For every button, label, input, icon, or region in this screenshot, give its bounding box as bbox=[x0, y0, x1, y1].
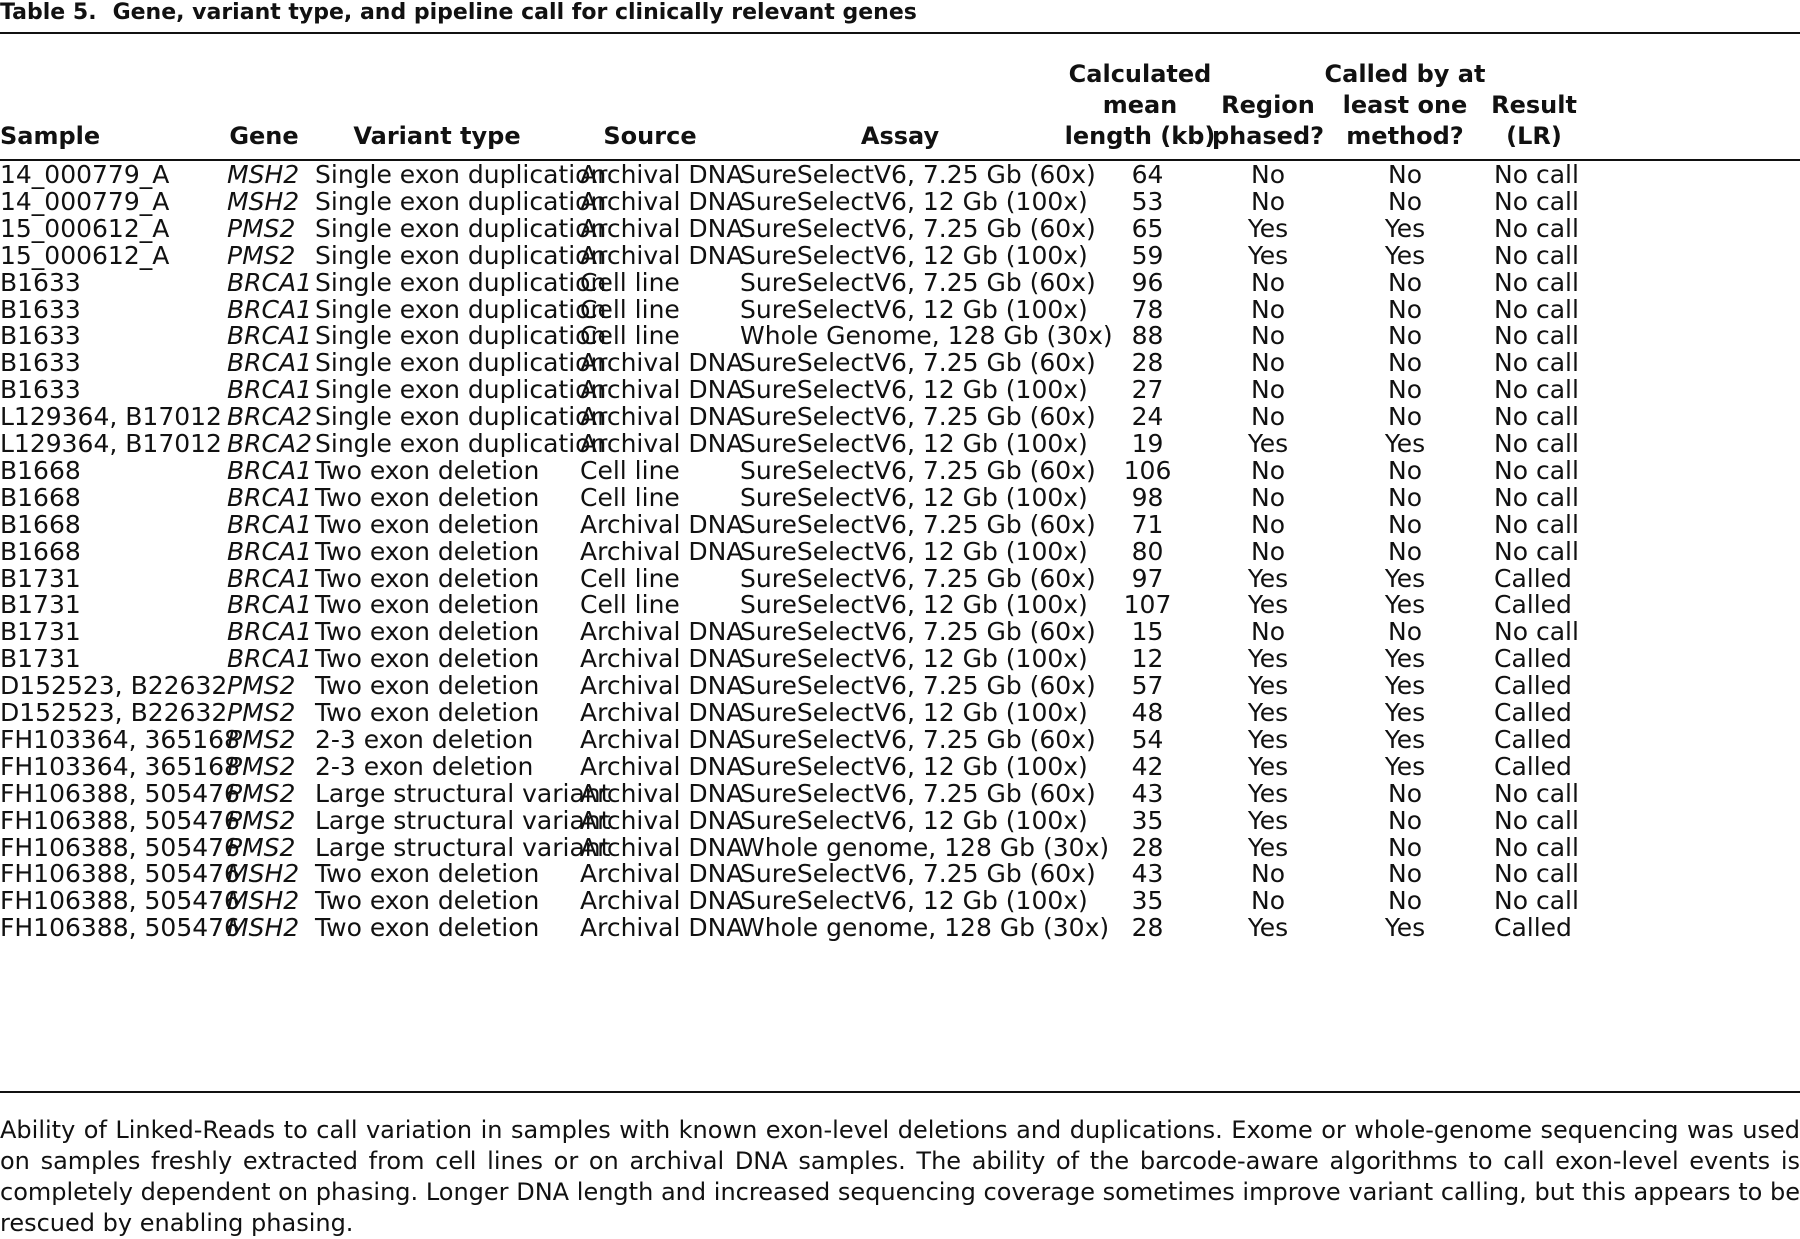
cell-variant: Two exon deletion bbox=[315, 509, 540, 539]
cell-gene: BRCA2 bbox=[227, 429, 312, 458]
header-sample bbox=[0, 52, 240, 152]
cell-variant: Two exon deletion bbox=[315, 644, 540, 674]
cell-assay: Whole genome, 128 Gb (30x) bbox=[740, 913, 1110, 943]
table-row bbox=[0, 912, 1800, 943]
cell-result: Called bbox=[1494, 671, 1572, 701]
cell-result: Called bbox=[1494, 563, 1572, 593]
cell-sample: B1633 bbox=[0, 348, 81, 378]
cell-variant: Single exon duplication bbox=[315, 348, 607, 378]
cell-sample: FH103364, 365168 bbox=[0, 724, 240, 754]
cell-source: Archival DNA bbox=[580, 429, 744, 458]
cell-called: No bbox=[1388, 455, 1422, 485]
cell-assay: SureSelectV6, 12 Gb (100x) bbox=[740, 886, 1088, 916]
cell-source: Cell line bbox=[580, 563, 680, 593]
cell-result: No call bbox=[1494, 429, 1579, 458]
cell-source: Archival DNA bbox=[580, 724, 744, 754]
cell-assay: SureSelectV6, 7.25 Gb (60x) bbox=[740, 563, 1096, 593]
cell-sample: 15_000612_A bbox=[0, 213, 170, 243]
cell-variant: Two exon deletion bbox=[315, 455, 540, 485]
cell-source: Archival DNA bbox=[580, 536, 744, 566]
table-label: Table 5. bbox=[0, 0, 97, 25]
cell-phased: Yes bbox=[1247, 671, 1289, 701]
cell-variant: Single exon duplication bbox=[315, 240, 607, 270]
cell-length: 12 bbox=[1131, 644, 1164, 674]
cell-sample: L129364, B17012 bbox=[0, 402, 222, 432]
cell-result: Called bbox=[1494, 751, 1572, 781]
cell-source: Archival DNA bbox=[580, 832, 744, 862]
cell-result: No call bbox=[1494, 859, 1579, 889]
cell-assay: SureSelectV6, 12 Gb (100x) bbox=[740, 698, 1088, 727]
header-phased bbox=[1211, 52, 1325, 152]
cell-sample: 14_000779_A bbox=[0, 160, 170, 189]
cell-gene: BRCA1 bbox=[227, 455, 312, 485]
cell-called: No bbox=[1388, 805, 1422, 835]
cell-assay: Whole Genome, 128 Gb (30x) bbox=[740, 321, 1113, 351]
cell-gene: BRCA1 bbox=[227, 482, 312, 512]
cell-variant: Two exon deletion bbox=[315, 886, 540, 916]
cell-called: No bbox=[1388, 160, 1422, 189]
cell-phased: Yes bbox=[1247, 644, 1289, 674]
cell-variant: Single exon duplication bbox=[315, 375, 607, 405]
cell-source: Archival DNA bbox=[580, 671, 744, 701]
cell-source: Archival DNA bbox=[580, 751, 744, 781]
cell-result: Called bbox=[1494, 913, 1572, 943]
cell-called: Yes bbox=[1384, 913, 1426, 943]
cell-variant: Single exon duplication bbox=[315, 321, 607, 351]
cell-length: 57 bbox=[1131, 671, 1164, 701]
cell-length: 24 bbox=[1131, 402, 1164, 432]
cell-source: Archival DNA bbox=[580, 805, 744, 835]
cell-source: Archival DNA bbox=[580, 778, 744, 808]
cell-sample: FH106388, 505476 bbox=[0, 886, 240, 916]
header-variant-type bbox=[315, 52, 559, 152]
cell-phased: Yes bbox=[1247, 698, 1289, 727]
header-source-line: Source bbox=[603, 122, 697, 150]
cell-source: Archival DNA bbox=[580, 644, 744, 674]
cell-variant: Large structural variant bbox=[315, 832, 611, 862]
cell-assay: SureSelectV6, 12 Gb (100x) bbox=[740, 644, 1088, 674]
cell-called: No bbox=[1388, 509, 1422, 539]
cell-result: Called bbox=[1494, 590, 1572, 620]
cell-result: No call bbox=[1494, 375, 1579, 405]
header-phased-line: phased? bbox=[1211, 122, 1325, 150]
cell-gene: BRCA1 bbox=[227, 321, 312, 351]
cell-variant: Large structural variant bbox=[315, 778, 611, 808]
cell-variant: Two exon deletion bbox=[315, 536, 540, 566]
cell-result: No call bbox=[1494, 213, 1579, 243]
cell-result: No call bbox=[1494, 294, 1579, 324]
cell-variant: Large structural variant bbox=[315, 805, 611, 835]
cell-phased: No bbox=[1251, 536, 1285, 566]
cell-called: No bbox=[1388, 617, 1422, 647]
header-result-line: (LR) bbox=[1506, 122, 1562, 150]
cell-result: No call bbox=[1494, 321, 1579, 351]
cell-sample: FH106388, 505476 bbox=[0, 778, 240, 808]
cell-length: 53 bbox=[1131, 186, 1164, 216]
cell-called: Yes bbox=[1384, 724, 1426, 754]
cell-source: Archival DNA bbox=[580, 160, 744, 189]
cell-length: 80 bbox=[1131, 536, 1164, 566]
cell-length: 54 bbox=[1131, 724, 1164, 754]
cell-phased: Yes bbox=[1247, 778, 1289, 808]
cell-called: No bbox=[1388, 402, 1422, 432]
cell-assay: SureSelectV6, 7.25 Gb (60x) bbox=[740, 724, 1096, 754]
cell-gene: BRCA1 bbox=[227, 563, 312, 593]
cell-source: Archival DNA bbox=[580, 186, 744, 216]
header-called bbox=[1324, 52, 1486, 152]
cell-source: Archival DNA bbox=[580, 213, 744, 243]
cell-gene: PMS2 bbox=[227, 724, 296, 754]
cell-gene: BRCA1 bbox=[227, 267, 312, 297]
cell-assay: SureSelectV6, 7.25 Gb (60x) bbox=[740, 671, 1096, 701]
cell-phased: Yes bbox=[1247, 805, 1289, 835]
cell-result: No call bbox=[1494, 886, 1579, 916]
cell-source: Archival DNA bbox=[580, 913, 744, 943]
cell-assay: SureSelectV6, 12 Gb (100x) bbox=[740, 536, 1088, 566]
cell-sample: B1731 bbox=[0, 617, 81, 647]
cell-called: No bbox=[1388, 832, 1422, 862]
cell-sample: B1633 bbox=[0, 375, 81, 405]
cell-result: No call bbox=[1494, 186, 1579, 216]
cell-phased: No bbox=[1251, 267, 1285, 297]
table-title: Gene, variant type, and pipeline call for clinically relevant genes bbox=[112, 0, 917, 25]
cell-sample: B1633 bbox=[0, 321, 81, 351]
cell-variant: Two exon deletion bbox=[315, 913, 540, 943]
cell-phased: No bbox=[1251, 294, 1285, 324]
cell-length: 98 bbox=[1131, 482, 1164, 512]
header-length-line: mean bbox=[1102, 91, 1178, 119]
header-length-line: length (kb) bbox=[1064, 122, 1216, 150]
header-called-line: method? bbox=[1346, 122, 1464, 150]
cell-result: No call bbox=[1494, 455, 1579, 485]
cell-gene: PMS2 bbox=[227, 240, 296, 270]
cell-assay: SureSelectV6, 7.25 Gb (60x) bbox=[740, 402, 1096, 432]
cell-length: 97 bbox=[1131, 563, 1164, 593]
cell-variant: Single exon duplication bbox=[315, 213, 607, 243]
cell-sample: FH103364, 365168 bbox=[0, 751, 240, 781]
cell-source: Archival DNA bbox=[580, 375, 744, 405]
top-rule bbox=[0, 32, 1800, 34]
cell-variant: Single exon duplication bbox=[315, 402, 607, 432]
cell-gene: MSH2 bbox=[227, 913, 300, 943]
cell-gene: MSH2 bbox=[227, 186, 300, 216]
cell-called: No bbox=[1388, 859, 1422, 889]
cell-gene: BRCA1 bbox=[227, 590, 312, 620]
cell-result: Called bbox=[1494, 724, 1572, 754]
cell-assay: SureSelectV6, 12 Gb (100x) bbox=[740, 482, 1088, 512]
cell-length: 28 bbox=[1131, 348, 1164, 378]
cell-result: No call bbox=[1494, 160, 1579, 189]
cell-assay: SureSelectV6, 7.25 Gb (60x) bbox=[740, 213, 1096, 243]
cell-variant: 2-3 exon deletion bbox=[315, 751, 534, 781]
header-length-line: Calculated bbox=[1068, 60, 1212, 88]
cell-variant: Two exon deletion bbox=[315, 671, 540, 701]
cell-sample: B1668 bbox=[0, 509, 81, 539]
cell-sample: L129364, B17012 bbox=[0, 429, 222, 458]
cell-variant: Two exon deletion bbox=[315, 859, 540, 889]
cell-variant: Single exon duplication bbox=[315, 294, 607, 324]
header-result bbox=[1491, 52, 1577, 152]
cell-phased: Yes bbox=[1247, 429, 1289, 458]
cell-called: Yes bbox=[1384, 751, 1426, 781]
cell-variant: Single exon duplication bbox=[315, 267, 607, 297]
header-gene-line: Gene bbox=[229, 122, 299, 150]
cell-sample: B1668 bbox=[0, 536, 81, 566]
cell-phased: Yes bbox=[1247, 724, 1289, 754]
cell-called: Yes bbox=[1384, 590, 1426, 620]
cell-called: Yes bbox=[1384, 429, 1426, 458]
cell-result: Called bbox=[1494, 644, 1572, 674]
cell-assay: SureSelectV6, 12 Gb (100x) bbox=[740, 186, 1088, 216]
cell-assay: SureSelectV6, 12 Gb (100x) bbox=[740, 590, 1088, 620]
cell-result: No call bbox=[1494, 482, 1579, 512]
cell-source: Archival DNA bbox=[580, 509, 744, 539]
cell-sample: FH106388, 505476 bbox=[0, 913, 240, 943]
header-assay-line: Assay bbox=[860, 122, 940, 150]
cell-source: Archival DNA bbox=[580, 402, 744, 432]
cell-length: 64 bbox=[1131, 160, 1164, 189]
cell-assay: SureSelectV6, 7.25 Gb (60x) bbox=[740, 859, 1096, 889]
cell-sample: B1668 bbox=[0, 482, 81, 512]
cell-assay: SureSelectV6, 7.25 Gb (60x) bbox=[740, 617, 1096, 647]
cell-length: 19 bbox=[1131, 429, 1164, 458]
header-called-line: Called by at bbox=[1324, 60, 1486, 88]
cell-length: 106 bbox=[1123, 455, 1172, 485]
cell-length: 35 bbox=[1131, 886, 1164, 916]
cell-called: No bbox=[1388, 778, 1422, 808]
cell-assay: SureSelectV6, 7.25 Gb (60x) bbox=[740, 348, 1096, 378]
header-length bbox=[1064, 52, 1216, 152]
cell-result: No call bbox=[1494, 536, 1579, 566]
cell-gene: BRCA1 bbox=[227, 617, 312, 647]
cell-variant: Single exon duplication bbox=[315, 160, 607, 189]
cell-gene: PMS2 bbox=[227, 751, 296, 781]
cell-sample: B1668 bbox=[0, 455, 81, 485]
cell-phased: No bbox=[1251, 859, 1285, 889]
cell-length: 88 bbox=[1131, 321, 1164, 351]
cell-called: No bbox=[1388, 186, 1422, 216]
cell-variant: Two exon deletion bbox=[315, 563, 540, 593]
cell-length: 28 bbox=[1131, 832, 1164, 862]
cell-assay: SureSelectV6, 7.25 Gb (60x) bbox=[740, 267, 1096, 297]
header-result-line: Result bbox=[1491, 91, 1577, 119]
cell-sample: D152523, B22632 bbox=[0, 698, 228, 727]
cell-length: 42 bbox=[1131, 751, 1164, 781]
cell-phased: No bbox=[1251, 402, 1285, 432]
table-footnote: Ability of Linked-Reads to call variation in samples with known exon-level deletions and duplications. Exome or whole-genome sequencing was used on samples freshly extracted from cell lines or on archival DNA samples. The ability of the barcode-aware algorithms to call exon-level events is completely dependent on phasing. Longer DNA length and increased sequencing coverage sometimes improve variant calling, but this appears to be rescued by enabling phasing. bbox=[0, 1116, 1800, 1237]
cell-source: Archival DNA bbox=[580, 859, 744, 889]
cell-variant: Two exon deletion bbox=[315, 617, 540, 647]
cell-variant: Single exon duplication bbox=[315, 186, 607, 216]
cell-length: 59 bbox=[1131, 240, 1164, 270]
cell-length: 43 bbox=[1131, 859, 1164, 889]
cell-gene: PMS2 bbox=[227, 213, 296, 243]
cell-gene: PMS2 bbox=[227, 832, 296, 862]
cell-sample: FH106388, 505476 bbox=[0, 859, 240, 889]
cell-phased: Yes bbox=[1247, 751, 1289, 781]
bottom-rule bbox=[0, 1091, 1800, 1093]
cell-phased: Yes bbox=[1247, 563, 1289, 593]
cell-called: Yes bbox=[1384, 698, 1426, 727]
cell-result: No call bbox=[1494, 267, 1579, 297]
header-variant-type-line: Variant type bbox=[353, 122, 521, 150]
cell-result: Called bbox=[1494, 698, 1572, 727]
cell-variant: 2-3 exon deletion bbox=[315, 724, 534, 754]
cell-sample: D152523, B22632 bbox=[0, 671, 228, 701]
cell-assay: SureSelectV6, 12 Gb (100x) bbox=[740, 805, 1088, 835]
cell-phased: No bbox=[1251, 186, 1285, 216]
cell-length: 65 bbox=[1131, 213, 1164, 243]
cell-phased: Yes bbox=[1247, 832, 1289, 862]
cell-assay: SureSelectV6, 12 Gb (100x) bbox=[740, 375, 1088, 405]
cell-phased: No bbox=[1251, 509, 1285, 539]
cell-assay: SureSelectV6, 12 Gb (100x) bbox=[740, 429, 1088, 458]
cell-assay: SureSelectV6, 12 Gb (100x) bbox=[740, 751, 1088, 781]
cell-variant: Single exon duplication bbox=[315, 429, 607, 458]
header-called-line: least one bbox=[1342, 91, 1468, 119]
cell-gene: BRCA1 bbox=[227, 536, 312, 566]
header-sample-line: Sample bbox=[0, 122, 101, 150]
cell-sample: 15_000612_A bbox=[0, 240, 170, 270]
cell-phased: Yes bbox=[1247, 240, 1289, 270]
cell-called: No bbox=[1388, 886, 1422, 916]
cell-phased: No bbox=[1251, 482, 1285, 512]
cell-result: No call bbox=[1494, 509, 1579, 539]
cell-result: No call bbox=[1494, 348, 1579, 378]
cell-sample: B1633 bbox=[0, 294, 81, 324]
cell-source: Archival DNA bbox=[580, 617, 744, 647]
cell-phased: Yes bbox=[1247, 590, 1289, 620]
cell-gene: BRCA1 bbox=[227, 348, 312, 378]
cell-length: 28 bbox=[1131, 913, 1164, 943]
cell-called: Yes bbox=[1384, 213, 1426, 243]
cell-length: 43 bbox=[1131, 778, 1164, 808]
cell-result: No call bbox=[1494, 832, 1579, 862]
cell-gene: BRCA1 bbox=[227, 294, 312, 324]
cell-variant: Two exon deletion bbox=[315, 698, 540, 727]
cell-called: No bbox=[1388, 267, 1422, 297]
cell-called: No bbox=[1388, 375, 1422, 405]
cell-assay: SureSelectV6, 12 Gb (100x) bbox=[740, 240, 1088, 270]
header-phased-line: Region bbox=[1221, 91, 1315, 119]
cell-source: Archival DNA bbox=[580, 886, 744, 916]
cell-called: Yes bbox=[1384, 671, 1426, 701]
cell-assay: Whole genome, 128 Gb (30x) bbox=[740, 832, 1110, 862]
cell-result: No call bbox=[1494, 617, 1579, 647]
cell-source: Cell line bbox=[580, 455, 680, 485]
cell-called: Yes bbox=[1384, 644, 1426, 674]
cell-length: 107 bbox=[1123, 590, 1172, 620]
cell-variant: Two exon deletion bbox=[315, 482, 540, 512]
cell-length: 71 bbox=[1131, 509, 1164, 539]
cell-phased: No bbox=[1251, 455, 1285, 485]
cell-phased: Yes bbox=[1247, 913, 1289, 943]
cell-called: No bbox=[1388, 321, 1422, 351]
cell-called: No bbox=[1388, 294, 1422, 324]
cell-source: Cell line bbox=[580, 267, 680, 297]
cell-called: No bbox=[1388, 348, 1422, 378]
cell-result: No call bbox=[1494, 240, 1579, 270]
cell-phased: No bbox=[1251, 886, 1285, 916]
cell-gene: PMS2 bbox=[227, 671, 296, 701]
header-gene bbox=[231, 52, 297, 152]
cell-source: Archival DNA bbox=[580, 698, 744, 727]
cell-source: Cell line bbox=[580, 321, 680, 351]
cell-gene: MSH2 bbox=[227, 886, 300, 916]
cell-gene: MSH2 bbox=[227, 160, 300, 189]
cell-sample: B1731 bbox=[0, 644, 81, 674]
cell-assay: SureSelectV6, 12 Gb (100x) bbox=[740, 294, 1088, 324]
cell-gene: BRCA2 bbox=[227, 402, 312, 432]
cell-sample: 14_000779_A bbox=[0, 186, 170, 216]
cell-sample: B1731 bbox=[0, 590, 81, 620]
cell-sample: FH106388, 505476 bbox=[0, 832, 240, 862]
cell-phased: No bbox=[1251, 375, 1285, 405]
cell-phased: No bbox=[1251, 321, 1285, 351]
cell-called: No bbox=[1388, 482, 1422, 512]
cell-gene: BRCA1 bbox=[227, 644, 312, 674]
cell-called: Yes bbox=[1384, 240, 1426, 270]
cell-length: 15 bbox=[1131, 617, 1164, 647]
cell-source: Cell line bbox=[580, 590, 680, 620]
cell-sample: B1633 bbox=[0, 267, 81, 297]
header-assay bbox=[740, 52, 1060, 152]
cell-source: Archival DNA bbox=[580, 240, 744, 270]
cell-assay: SureSelectV6, 7.25 Gb (60x) bbox=[740, 778, 1096, 808]
cell-length: 48 bbox=[1131, 698, 1164, 727]
cell-length: 35 bbox=[1131, 805, 1164, 835]
cell-result: No call bbox=[1494, 778, 1579, 808]
cell-assay: SureSelectV6, 7.25 Gb (60x) bbox=[740, 509, 1096, 539]
cell-source: Archival DNA bbox=[580, 348, 744, 378]
cell-length: 27 bbox=[1131, 375, 1164, 405]
cell-phased: No bbox=[1251, 160, 1285, 189]
cell-gene: PMS2 bbox=[227, 778, 296, 808]
cell-assay: SureSelectV6, 7.25 Gb (60x) bbox=[740, 455, 1096, 485]
cell-phased: No bbox=[1251, 617, 1285, 647]
cell-gene: BRCA1 bbox=[227, 509, 312, 539]
table-caption bbox=[0, 0, 917, 26]
cell-called: Yes bbox=[1384, 563, 1426, 593]
cell-sample: FH106388, 505476 bbox=[0, 805, 240, 835]
cell-gene: MSH2 bbox=[227, 859, 300, 889]
cell-called: No bbox=[1388, 536, 1422, 566]
cell-phased: No bbox=[1251, 348, 1285, 378]
cell-assay: SureSelectV6, 7.25 Gb (60x) bbox=[740, 160, 1096, 189]
cell-phased: Yes bbox=[1247, 213, 1289, 243]
header-source bbox=[580, 52, 720, 152]
cell-sample: B1731 bbox=[0, 563, 81, 593]
cell-source: Cell line bbox=[580, 482, 680, 512]
cell-gene: PMS2 bbox=[227, 805, 296, 835]
cell-gene: PMS2 bbox=[227, 698, 296, 727]
cell-source: Cell line bbox=[580, 294, 680, 324]
cell-result: No call bbox=[1494, 402, 1579, 432]
cell-result: No call bbox=[1494, 805, 1579, 835]
cell-length: 96 bbox=[1131, 267, 1164, 297]
cell-length: 78 bbox=[1131, 294, 1164, 324]
cell-variant: Two exon deletion bbox=[315, 590, 540, 620]
cell-gene: BRCA1 bbox=[227, 375, 312, 405]
